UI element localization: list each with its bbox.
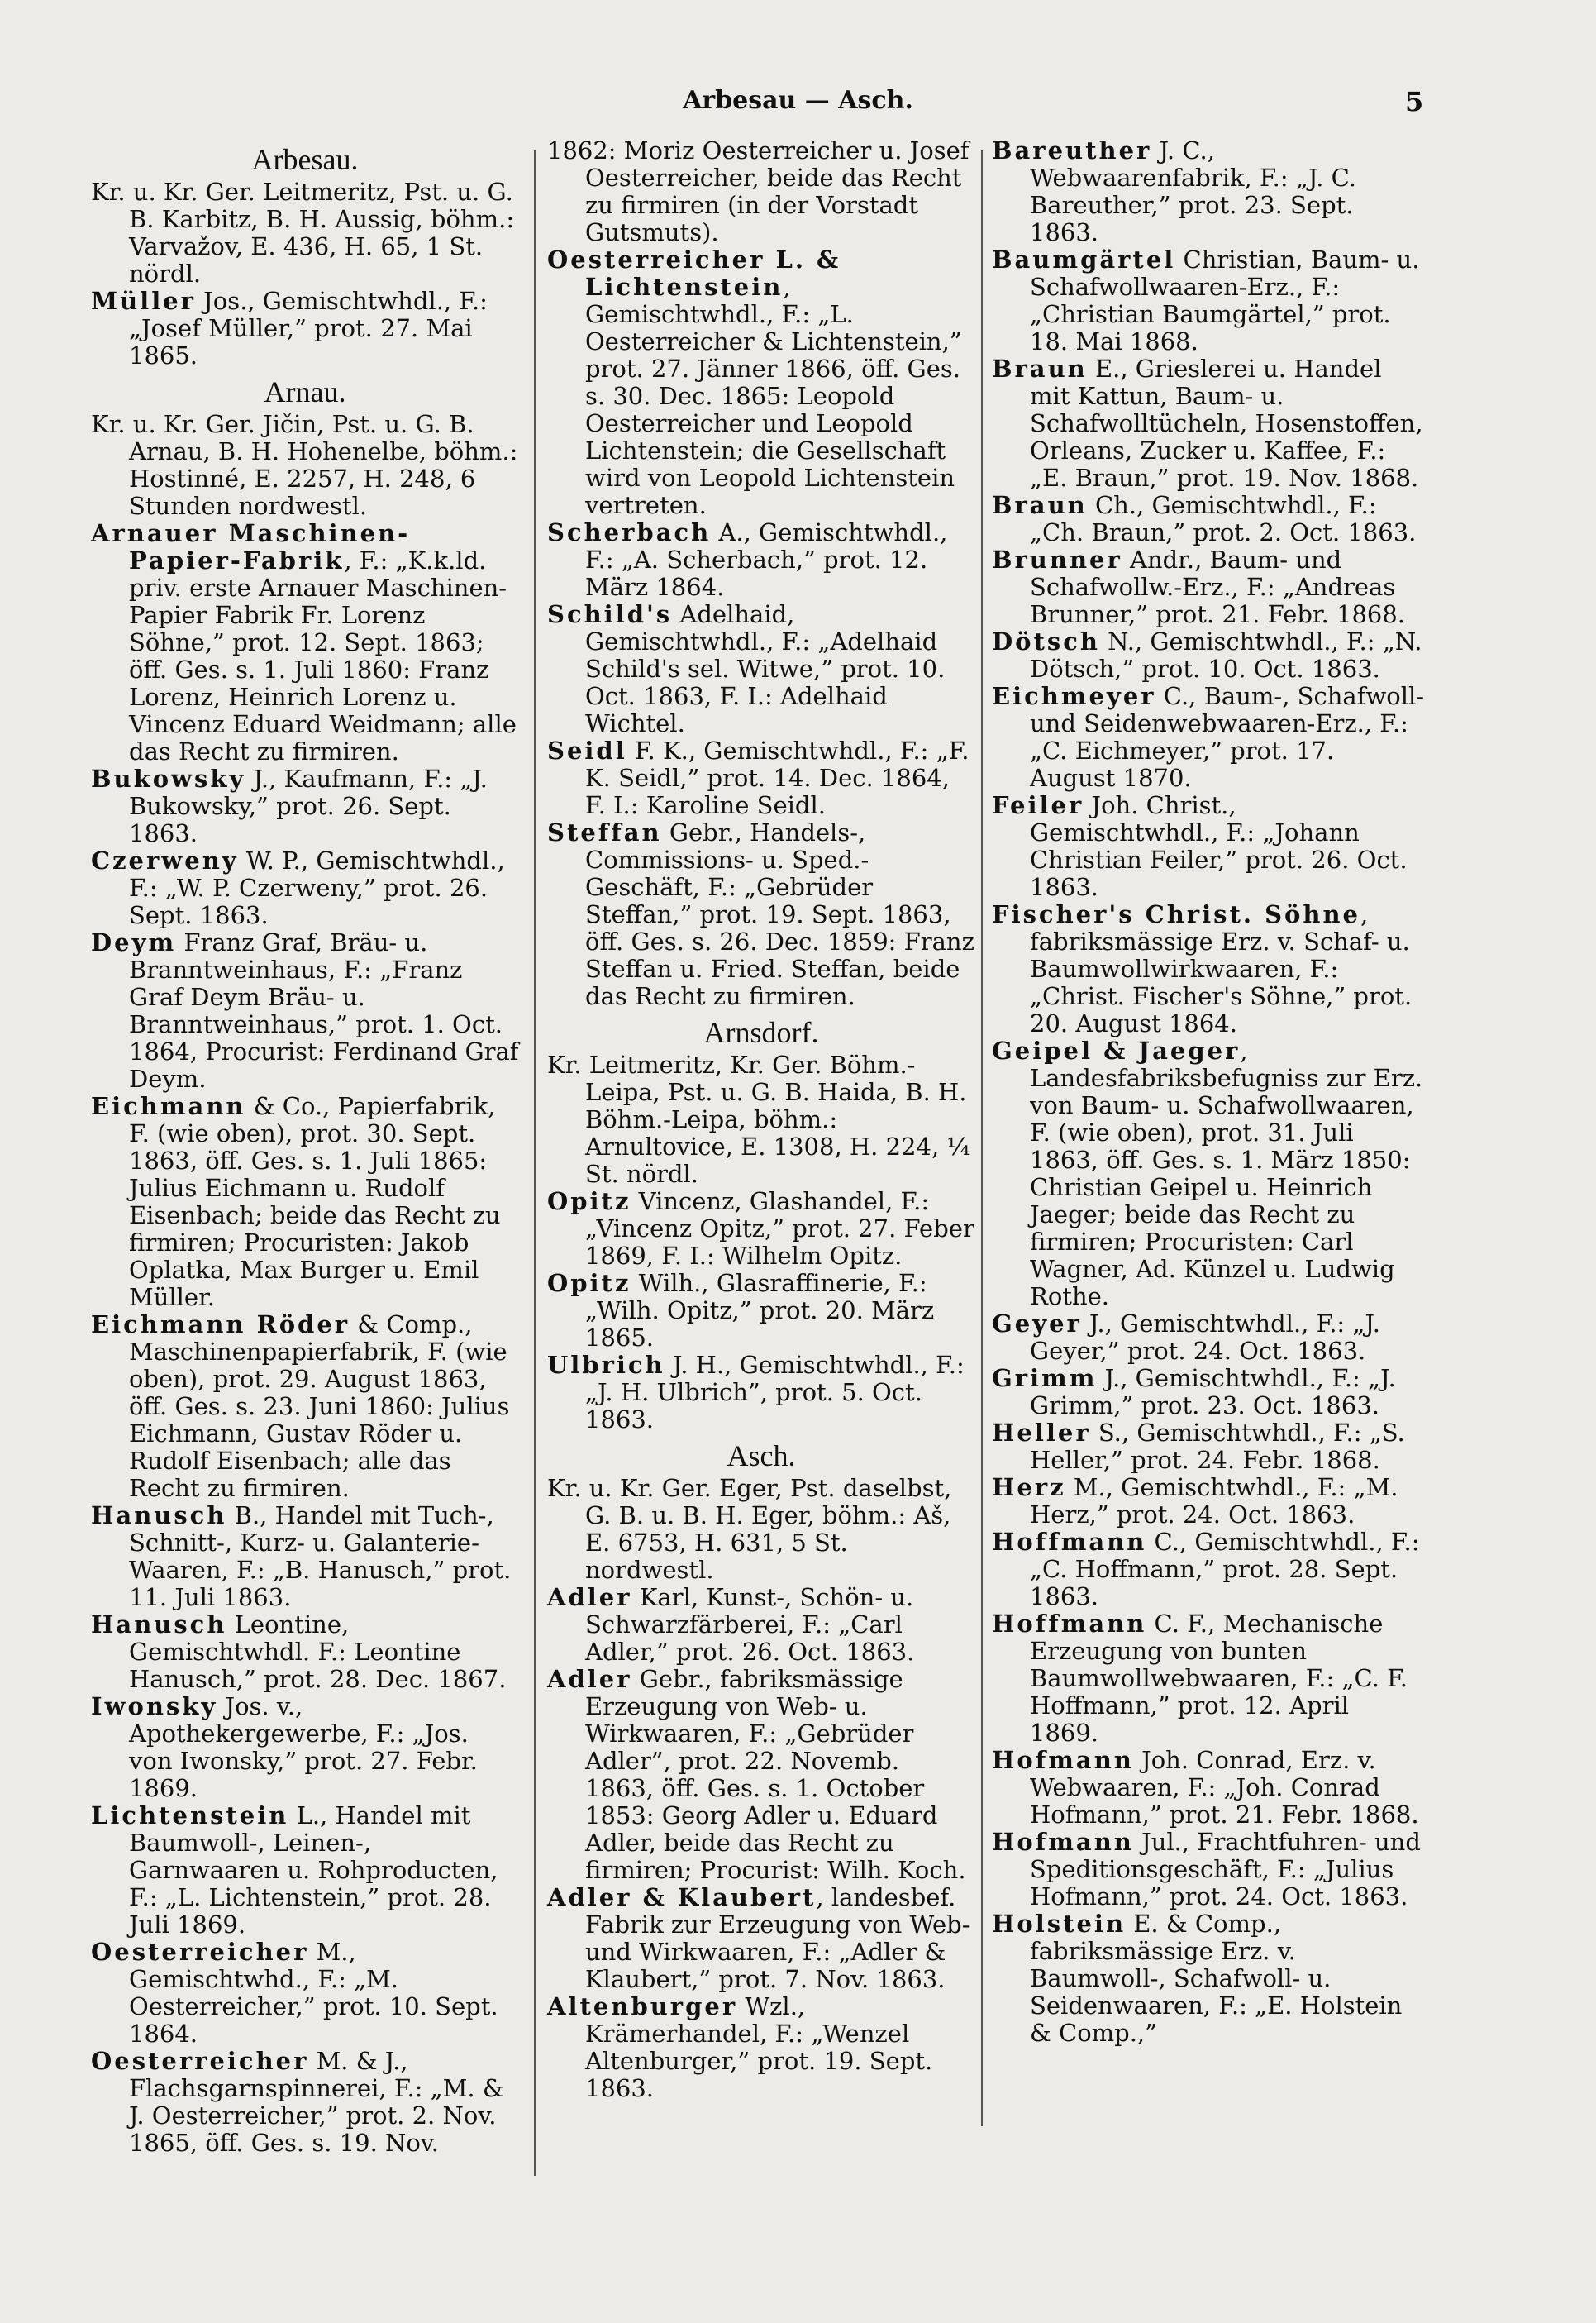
column-2 xyxy=(547,137,975,2102)
entry-text: , Landesfabriksbefugniss zur Erz. von Baum- u. Schafwollwaaren, F. (wie oben), prot. 31. Juli 1863, öff. Ges. s. 1. März 1850: Christian Geipel u. Heinrich Jaeger; beide das Recht zu firmiren; Procuristen: Carl Wagner, Ad. Künzel u. Ludwig Rothe. xyxy=(1030,1037,1423,1310)
firm-name: Iwonsky xyxy=(91,1692,218,1720)
firm-entry xyxy=(992,546,1425,628)
entry-text: J. C., Webwaarenfabrik, F.: „J. C. Bareuther,” prot. 23. Sept. 1863. xyxy=(1030,136,1357,246)
firm-name: Grimm xyxy=(992,1364,1098,1392)
firm-name: Eichmann xyxy=(91,1092,246,1120)
entry-text: Kr. Leitmeritz, Kr. Ger. Böhm.-Leipa, Pst. u. G. B. Haida, B. H. Böhm.-Leipa, böhm.: Arnultovice, E. 1308, H. 224, ¼ St. nördl. xyxy=(547,1051,970,1188)
column-divider xyxy=(981,150,983,2126)
firm-entry xyxy=(547,737,975,819)
firm-entry xyxy=(547,1188,975,1270)
firm-name: Ulbrich xyxy=(547,1351,665,1379)
entry-text: Gebr., Handels-, Commissions- u. Sped.-Geschäft, F.: „Gebrüder Steffan,” prot. 19. Sept. 1863, öff. Ges. s. 26. Dec. 1859: Franz Steffan u. Fried. Steffan, beide das Recht zu firmiren. xyxy=(585,818,974,1010)
firm-entry xyxy=(992,1829,1425,1910)
location-info xyxy=(547,1475,975,1584)
location-heading: Asch. xyxy=(727,1439,796,1472)
entry-text: L., Handel mit Baumwoll-, Leinen-, Garnwaaren u. Rohproducten, F.: „L. Lichtenstein,” prot. 28. Juli 1869. xyxy=(129,1801,498,1939)
firm-entry xyxy=(992,1529,1425,1610)
page-number: 5 xyxy=(1405,86,1424,117)
firm-name: Oesterreicher xyxy=(91,2047,309,2075)
column-1 xyxy=(91,137,519,2157)
firm-name: Adler xyxy=(547,1665,632,1693)
entry-text: 1862: Moriz Oesterreicher u. Josef Oesterreicher, beide das Recht zu firmiren (in der Vorstadt Gutsmuts). xyxy=(547,136,970,246)
firm-name: Holstein xyxy=(992,1910,1127,1938)
firm-name: Arnauer Maschinen-Papier-Fabrik xyxy=(91,519,411,575)
entry-text: J. H., Gemischtwhdl., F.: „J. H. Ulbrich”, prot. 5. Oct. 1863. xyxy=(585,1351,965,1433)
entry-text: , fabriksmässige Erz. v. Schaf- u. Baumwollwirkwaaren, F.: „Christ. Fischer's Söhne,” prot. 20. August 1864. xyxy=(1030,900,1413,1037)
firm-entry xyxy=(91,1802,519,1939)
firm-name: Hoffmann xyxy=(992,1528,1147,1556)
entry-text: , landesbef. Fabrik zur Erzeugung von Web- und Wirkwaaren, F.: „Adler & Klaubert,” prot. 7. Nov. 1863. xyxy=(585,1883,970,1993)
entry-text: C. F., Mechanische Erzeugung von bunten Baumwollwebwaaren, F.: „C. F. Hoffmann,” prot. 12. April 1869. xyxy=(1030,1610,1408,1747)
firm-name: Deym xyxy=(91,928,177,956)
entry-text: Joh. Christ., Gemischtwhdl., F.: „Johann Christian Feiler,” prot. 26. Oct. 1863. xyxy=(1030,791,1408,901)
firm-entry xyxy=(547,819,975,1010)
entry-text: M. & J., Flachsgarnspinnerei, F.: „M. & J. Oesterreicher,” prot. 2. Nov. 1865, öff. Ges. s. 19. Nov. xyxy=(129,2047,504,2157)
firm-entry xyxy=(992,137,1425,246)
firm-name: Lichtenstein xyxy=(91,1801,289,1829)
entry-text: C., Gemischtwhdl., F.: „C. Hoffmann,” prot. 28. Sept. 1863. xyxy=(1030,1528,1420,1610)
firm-entry xyxy=(547,1884,975,1993)
location-heading: Arbesau. xyxy=(251,143,359,176)
location-info xyxy=(91,179,519,288)
firm-name: Dötsch xyxy=(992,627,1100,656)
firm-name: Braun xyxy=(992,355,1088,383)
firm-entry xyxy=(91,847,519,929)
entry-text: Kr. u. Kr. Ger. Eger, Pst. daselbst, G. B. u. B. H. Eger, böhm.: Aš, E. 6753, H. 631, 5 St. nordwestl. xyxy=(547,1474,952,1584)
entry-text: A., Gemischtwhdl., F.: „A. Scherbach,” prot. 12. März 1864. xyxy=(585,518,948,601)
entry-text: J., Kaufmann, F.: „J. Bukowsky,” prot. 26. Sept. 1863. xyxy=(129,765,488,847)
firm-name: Oesterreicher xyxy=(91,1938,309,1966)
entry-text: Andr., Baum- und Schafwollw.-Erz., F.: „Andreas Brunner,” prot. 21. Febr. 1868. xyxy=(1030,546,1406,628)
firm-name: Herz xyxy=(992,1473,1066,1501)
firm-name: Bukowsky xyxy=(91,765,246,793)
firm-name: Geipel & Jaeger xyxy=(992,1037,1241,1065)
firm-name: Fischer's Christ. Söhne xyxy=(992,900,1360,928)
entry-text: , Gemischtwhdl., F.: „L. Oesterreicher & Lichtenstein,” prot. 27. Jänner 1866, öff. Ges. s. 30. Dec. 1865: Leopold Oesterreicher und Leopold Lichtenstein; die Gesellschaft wird von Leopold Lichtenstein vertreten. xyxy=(585,273,962,519)
firm-name: Baumgärtel xyxy=(992,246,1176,274)
entry-text: Gebr., fabriksmässige Erzeugung von Web- u. Wirkwaaren, F.: „Gebrüder Adler”, prot. 22. Novemb. 1863, öff. Ges. s. 1. October 1853: Georg Adler u. Eduard Adler, beide das Recht zu firmiren; Procurist: Wilh. Koch. xyxy=(585,1665,966,1884)
entry-text: Karl, Kunst-, Schön- u. Schwarzfärberei, F.: „Carl Adler,” prot. 26. Oct. 1863. xyxy=(585,1583,915,1666)
entry-text: B., Handel mit Tuch-, Schnitt-, Kurz- u. Galanterie-Waaren, F.: „B. Hanusch,” prot. 11. Juli 1863. xyxy=(129,1501,512,1611)
entry-text: & Co., Papierfabrik, F. (wie oben), prot. 30. Sept. 1863, öff. Ges. s. 1. Juli 1865: Julius Eichmann u. Rudolf Eisenbach; beide das Recht zu firmiren; Procuristen: Jakob Oplatka, Max Burger u. Emil Müller. xyxy=(129,1092,501,1311)
entry-text: Jos., Gemischtwhdl., F.: „Josef Müller,” prot. 27. Mai 1865. xyxy=(129,287,488,370)
entry-text: Ch., Gemischtwhdl., F.: „Ch. Braun,” prot. 2. Oct. 1863. xyxy=(1030,491,1417,546)
firm-name: Müller xyxy=(91,287,196,315)
firm-name: Schild's xyxy=(547,600,673,628)
location-heading: Arnsdorf. xyxy=(703,1016,819,1049)
firm-entry xyxy=(547,246,975,519)
entry-text: Leontine, Gemischtwhdl. F.: Leontine Hanusch,” prot. 28. Dec. 1867. xyxy=(129,1610,507,1693)
firm-name: Steffan xyxy=(547,818,662,847)
firm-name: Adler & Klaubert xyxy=(547,1883,817,1911)
firm-entry xyxy=(91,1502,519,1611)
firm-entry xyxy=(91,766,519,847)
firm-entry xyxy=(91,520,519,766)
firm-entry xyxy=(992,1474,1425,1529)
entry-text: Joh. Conrad, Erz. v. Webwaaren, F.: „Joh. Conrad Hofmann,” prot. 21. Febr. 1868. xyxy=(1030,1746,1419,1829)
firm-entry xyxy=(547,1993,975,2102)
entry-text: Jos. v., Apothekergewerbe, F.: „Jos. von Iwonsky,” prot. 27. Febr. 1869. xyxy=(129,1692,478,1802)
entry-text: Wzl., Krämerhandel, F.: „Wenzel Altenburger,” prot. 19. Sept. 1863. xyxy=(585,1992,933,2102)
location-heading: Arnau. xyxy=(264,375,346,408)
column-3 xyxy=(992,137,1425,2047)
firm-entry xyxy=(91,288,519,370)
entry-text: Vincenz, Glashandel, F.: „Vincenz Opitz,” prot. 27. Feber 1869, F. I.: Wilhelm Opitz. xyxy=(585,1187,974,1270)
firm-name: Oesterreicher L. & Lichtenstein xyxy=(547,246,841,301)
entry-text: , F.: „K.k.ld. priv. erste Arnauer Maschinen-Papier Fabrik Fr. Lorenz Söhne,” prot. 12. Sept. 1863; öff. Ges. s. 1. Juli 1860: Franz Lorenz, Heinrich Lorenz u. Vincenz Eduard Weidmann; alle das Recht zu firmiren. xyxy=(129,546,517,766)
firm-entry xyxy=(992,1910,1425,2047)
firm-name: Heller xyxy=(992,1419,1091,1447)
firm-name: Brunner xyxy=(992,546,1122,574)
column-divider xyxy=(534,150,536,2176)
firm-name: Bareuther xyxy=(992,136,1152,165)
entry-text: & Comp., Maschinenpapierfabrik, F. (wie oben), prot. 29. August 1863, öff. Ges. s. 23. Juni 1860: Julius Eichmann, Gustav Röder u. Rudolf Eisenbach; alle das Recht zu firmiren. xyxy=(129,1310,510,1502)
entry-text: Kr. u. Kr. Ger. Jičin, Pst. u. G. B. Arnau, B. H. Hohenelbe, böhm.: Hostinné, E. 2257, H. 248, 6 Stunden nordwestl. xyxy=(91,410,518,520)
entry-text: Kr. u. Kr. Ger. Leitmeritz, Pst. u. G. B. Karbitz, B. H. Aussig, böhm.: Varvažov, E. 436, H. 65, 1 St. nördl. xyxy=(91,178,515,288)
entry-text: E., Grieslerei u. Handel mit Kattun, Baum- u. Schafwolltücheln, Hosenstoffen, Orleans, Zucker u. Kaffee, F.: „E. Braun,” prot. 19. Nov. 1868. xyxy=(1030,355,1423,492)
firm-name: Hanusch xyxy=(91,1501,227,1529)
firm-name: Feiler xyxy=(992,791,1084,819)
firm-entry xyxy=(547,601,975,737)
firm-name: Hofmann xyxy=(992,1746,1134,1774)
firm-entry xyxy=(547,1666,975,1884)
firm-entry xyxy=(547,1584,975,1666)
firm-name: Czerweny xyxy=(91,847,239,875)
firm-name: Scherbach xyxy=(547,518,712,546)
firm-entry xyxy=(91,1939,519,2048)
firm-entry xyxy=(992,792,1425,901)
firm-name: Hoffmann xyxy=(992,1610,1147,1638)
entry-text: Christian, Baum- u. Schafwollwaaren-Erz., F.: „Christian Baumgärtel,” prot. 18. Mai 1868. xyxy=(1030,246,1420,355)
entry-text: S., Gemischtwhdl., F.: „S. Heller,” prot. 24. Febr. 1868. xyxy=(1030,1419,1405,1474)
entry-text: J., Gemischtwhdl., F.: „J. Grimm,” prot. 23. Oct. 1863. xyxy=(1030,1364,1396,1419)
firm-entry xyxy=(547,1352,975,1433)
entry-text: Adelhaid, Gemischtwhdl., F.: „Adelhaid Schild's sel. Witwe,” prot. 10. Oct. 1863, F. I.: Adelhaid Wichtel. xyxy=(585,600,946,737)
firm-entry xyxy=(91,929,519,1093)
firm-name: Geyer xyxy=(992,1309,1082,1338)
entry-text: M., Gemischtwhd., F.: „M. Oesterreicher,” prot. 10. Sept. 1864. xyxy=(129,1938,498,2048)
firm-name: Seidl xyxy=(547,737,627,765)
firm-entry xyxy=(91,2048,519,2157)
firm-entry xyxy=(91,1693,519,1802)
firm-name: Adler xyxy=(547,1583,632,1611)
firm-entry xyxy=(992,355,1425,492)
firm-entry xyxy=(547,1270,975,1352)
firm-entry xyxy=(992,1310,1425,1365)
firm-name: Opitz xyxy=(547,1187,631,1215)
firm-name: Hanusch xyxy=(91,1610,227,1639)
location-info xyxy=(91,411,519,520)
firm-name: Braun xyxy=(992,491,1088,519)
firm-entry xyxy=(992,492,1425,546)
firm-entry xyxy=(91,1611,519,1693)
firm-entry xyxy=(547,519,975,601)
entry-text: Wilh., Glasraffinerie, F.: „Wilh. Opitz,” prot. 20. März 1865. xyxy=(585,1269,935,1352)
firm-entry xyxy=(91,1093,519,1311)
firm-entry xyxy=(992,246,1425,355)
firm-entry xyxy=(992,1037,1425,1310)
firm-entry xyxy=(992,1419,1425,1474)
firm-name: Altenburger xyxy=(547,1992,738,2020)
firm-entry xyxy=(992,628,1425,683)
firm-entry xyxy=(992,1747,1425,1829)
firm-entry xyxy=(992,1610,1425,1747)
entry-continuation xyxy=(547,137,975,246)
firm-entry xyxy=(992,901,1425,1037)
firm-entry xyxy=(91,1311,519,1502)
firm-name: Eichmann Röder xyxy=(91,1310,350,1338)
entry-text: F. K., Gemischtwhdl., F.: „F. K. Seidl,” prot. 14. Dec. 1864, F. I.: Karoline Seidl. xyxy=(585,737,970,819)
entry-text: W. P., Gemischtwhdl., F.: „W. P. Czerweny,” prot. 26. Sept. 1863. xyxy=(129,847,505,929)
entry-text: J., Gemischtwhdl., F.: „J. Geyer,” prot. 24. Oct. 1863. xyxy=(1030,1309,1381,1365)
running-header: Arbesau — Asch. xyxy=(683,86,913,115)
entry-text: E. & Comp., fabriksmässige Erz. v. Baumwoll-, Schafwoll- u. Seidenwaaren, F.: „E. Holstein & Comp.,” xyxy=(1030,1910,1403,2047)
entry-text: C., Baum-, Schafwoll- und Seidenwebwaaren-Erz., F.: „C. Eichmeyer,” prot. 17. August 1870. xyxy=(1030,682,1425,792)
firm-name: Eichmeyer xyxy=(992,682,1156,710)
firm-entry xyxy=(992,1365,1425,1419)
entry-text: N., Gemischtwhdl., F.: „N. Dötsch,” prot. 10. Oct. 1863. xyxy=(1030,627,1422,683)
entry-text: Franz Graf, Bräu- u. Branntweinhaus, F.: „Franz Graf Deym Bräu- u. Branntweinhaus,” prot. 1. Oct. 1864, Procurist: Ferdinand Graf Deym. xyxy=(129,928,519,1093)
firm-name: Hofmann xyxy=(992,1828,1134,1856)
firm-entry xyxy=(992,683,1425,792)
location-info xyxy=(547,1052,975,1188)
entry-text: M., Gemischtwhdl., F.: „M. Herz,” prot. 24. Oct. 1863. xyxy=(1030,1473,1398,1529)
firm-name: Opitz xyxy=(547,1269,631,1297)
entry-text: Jul., Frachtfuhren- und Speditionsgeschäft, F.: „Julius Hofmann,” prot. 24. Oct. 1863. xyxy=(1030,1828,1421,1910)
